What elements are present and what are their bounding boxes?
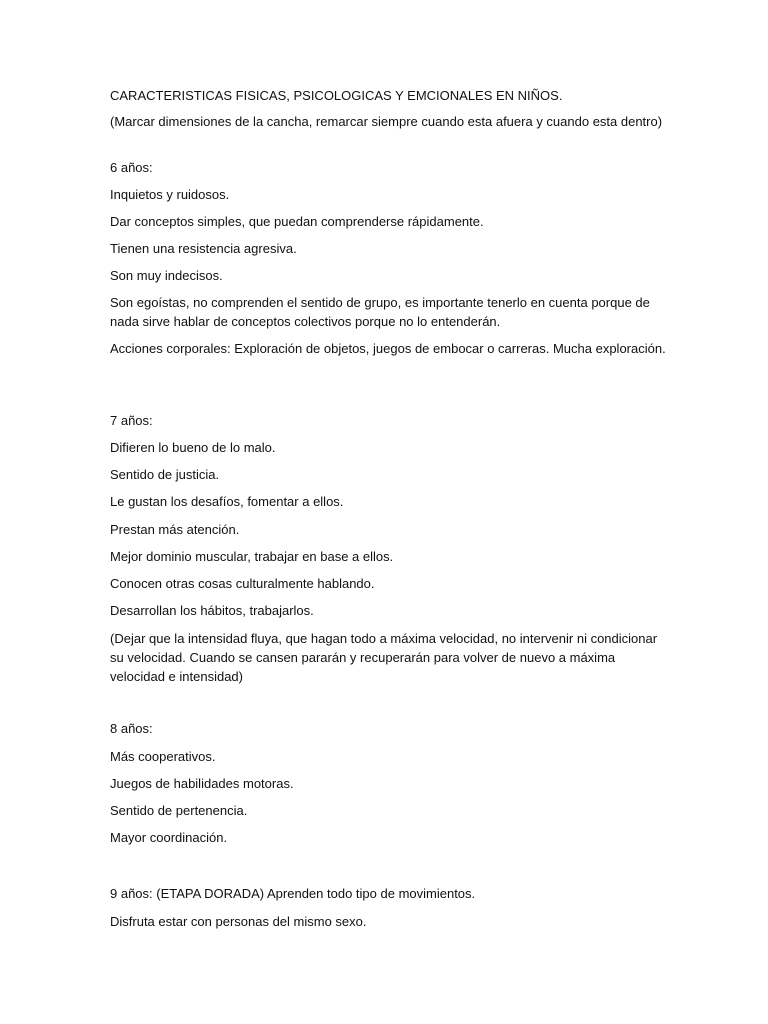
age-7-item-1: Difieren lo bueno de lo malo. bbox=[110, 440, 276, 455]
age-6-heading: 6 años: bbox=[110, 160, 153, 175]
age-7-item-6: Conocen otras cosas culturalmente hablando. bbox=[110, 576, 375, 591]
age-7-item-3: Le gustan los desafíos, fomentar a ellos. bbox=[110, 494, 344, 509]
age-6-item-3: Tienen una resistencia agresiva. bbox=[110, 241, 297, 256]
age-7-item-8: (Dejar que la intensidad fluya, que hagan todo a máxima velocidad, no intervenir ni condicionar su velocidad. Cuando se cansen pararán y recuperarán para volver de nuevo a máxima velocidad e intensidad) bbox=[110, 631, 658, 684]
age-6-item-6: Acciones corporales: Exploración de objetos, juegos de embocar o carreras. Mucha exploración. bbox=[110, 341, 666, 356]
age-8-item-4: Mayor coordinación. bbox=[110, 830, 228, 845]
age-6-item-4: Son muy indecisos. bbox=[110, 268, 223, 283]
document-title: CARACTERISTICAS FISICAS, PSICOLOGICAS Y EMCIONALES EN NIÑOS. bbox=[110, 88, 563, 103]
age-8-heading: 8 años: bbox=[110, 721, 153, 736]
age-6-item-1: Inquietos y ruidosos. bbox=[110, 187, 230, 202]
age-7-item-5: Mejor dominio muscular, trabajar en base a ellos. bbox=[110, 549, 394, 564]
age-8-item-3: Sentido de pertenencia. bbox=[110, 803, 248, 818]
age-6-item-5: Son egoístas, no comprenden el sentido de grupo, es importante tenerlo en cuenta porque de nada sirve hablar de conceptos colectivos porque no lo entenderán. bbox=[110, 295, 650, 329]
age-9-heading: 9 años: (ETAPA DORADA) Aprenden todo tipo de movimientos. bbox=[110, 886, 476, 901]
age-6-item-2: Dar conceptos simples, que puedan comprenderse rápidamente. bbox=[110, 214, 484, 229]
field-note: (Marcar dimensiones de la cancha, remarcar siempre cuando esta afuera y cuando esta dentro) bbox=[110, 114, 663, 129]
age-8-item-2: Juegos de habilidades motoras. bbox=[110, 776, 294, 791]
age-9-item-1: Disfruta estar con personas del mismo sexo. bbox=[110, 914, 367, 929]
age-7-item-2: Sentido de justicia. bbox=[110, 467, 220, 482]
age-8-item-1: Más cooperativos. bbox=[110, 749, 216, 764]
age-7-heading: 7 años: bbox=[110, 413, 153, 428]
age-7-item-4: Prestan más atención. bbox=[110, 522, 240, 537]
age-7-item-7: Desarrollan los hábitos, trabajarlos. bbox=[110, 603, 314, 618]
